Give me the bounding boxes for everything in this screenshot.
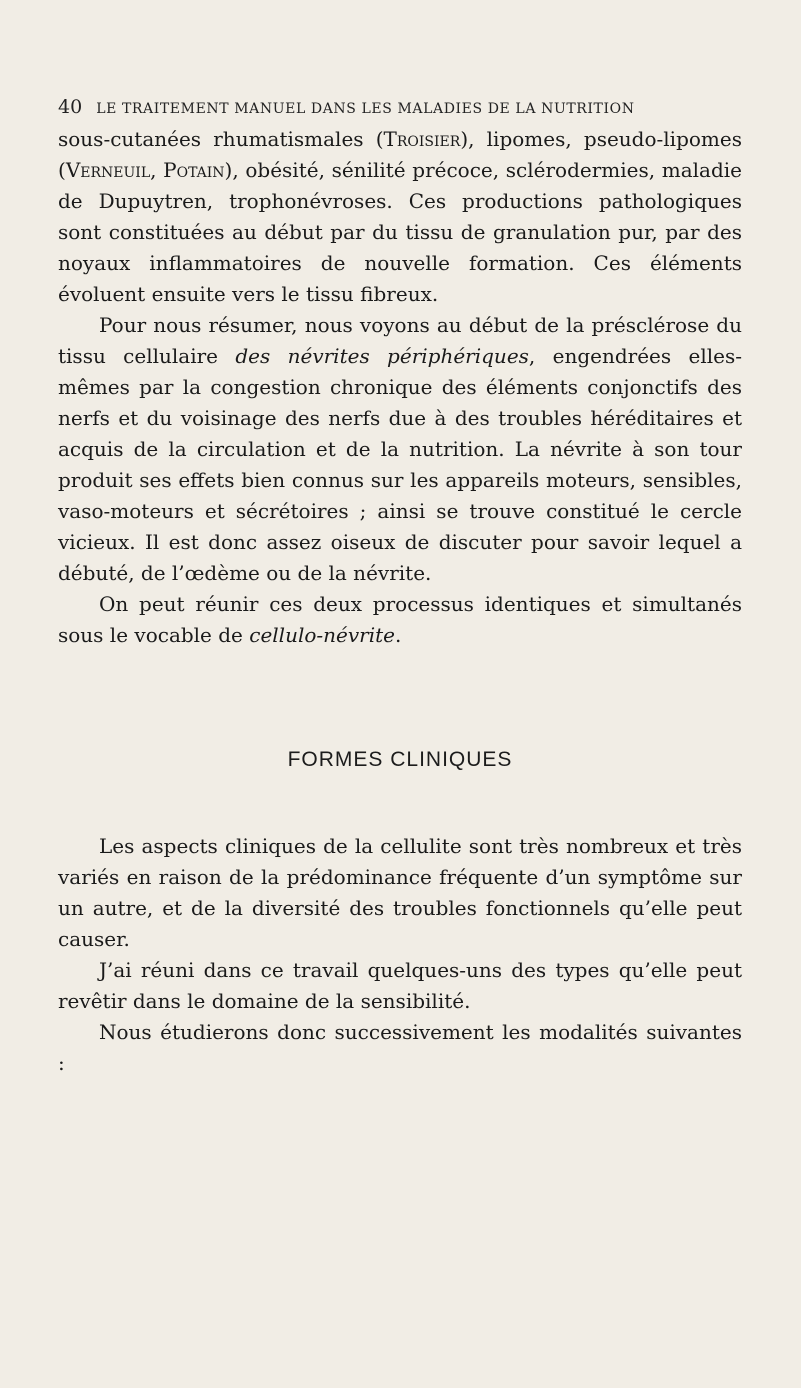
author-name-potain: Potain	[163, 158, 225, 182]
page-number: 40	[58, 96, 83, 118]
paragraph-cellulo-nevrite	[58, 589, 742, 651]
text-run: On peut réunir ces deux processus identiques et simultanés sous le vocable de	[58, 592, 742, 647]
text-run: .	[395, 623, 402, 647]
author-name-troisier: Troisier	[383, 127, 461, 151]
paragraph-modalites: Nous étudierons donc successivement les modalités suivantes :	[58, 1020, 742, 1075]
italic-term-nevrites: des névrites périphériques	[235, 344, 529, 368]
italic-term-cellulo-nevrite: cellulo-névrite	[249, 623, 396, 647]
body-text-top	[58, 124, 742, 651]
paragraph-summary	[58, 310, 742, 589]
section-heading: FORMES CLINIQUES	[287, 748, 513, 771]
text-run: ), lipomes, pseudo-lipomes (	[58, 127, 742, 182]
text-run: Pour nous résumer, nous voyons au début de la présclérose du tissu cellulaire	[58, 313, 742, 368]
paragraph-types: J’ai réuni dans ce travail quelques-uns des types qu’elle peut revêtir dans le domaine de la sensibilité.	[58, 958, 742, 1013]
text-run: ,	[150, 158, 164, 182]
author-name-verneuil: Verneuil	[65, 158, 151, 182]
paragraph-continued	[58, 124, 742, 310]
text-run: ), obésité, sénilité précoce, sclérodermies, maladie de Dupuytren, trophonévroses. Ces productions pathologiques sont constituées au début par du tissu de granulation pur, par des noyaux inflammatoires de nouvelle formation. Ces éléments évoluent ensuite vers le tissu fibreux.	[58, 158, 742, 306]
body-text-bottom	[58, 831, 742, 1079]
text-run: , engendrées elles-mêmes par la congestion chronique des éléments conjonctifs des nerfs et du voisinage des nerfs due à des troubles héréditaires et acquis de la circulation et de la nutrition. La névrite à son tour produit ses effets bien connus sur les appareils moteurs, sensibles, vaso-moteurs et sécrétoires ; ainsi se trouve constitué le cercle vicieux. Il est donc assez oiseux de discuter pour savoir lequel a débuté, de l’œdème ou de la névrite.	[58, 344, 742, 585]
text-run: sous-cutanées rhumatismales (	[58, 127, 384, 151]
running-header	[58, 96, 748, 118]
paragraph-aspects: Les aspects cliniques de la cellulite sont très nombreux et très variés en raison de la prédominance fréquente d’un symptôme sur un autre, et de la diversité des troubles fonctionnels qu’elle peut causer.	[58, 834, 742, 951]
running-title: LE TRAITEMENT MANUEL DANS LES MALADIES DE LA NUTRITION	[96, 101, 635, 117]
